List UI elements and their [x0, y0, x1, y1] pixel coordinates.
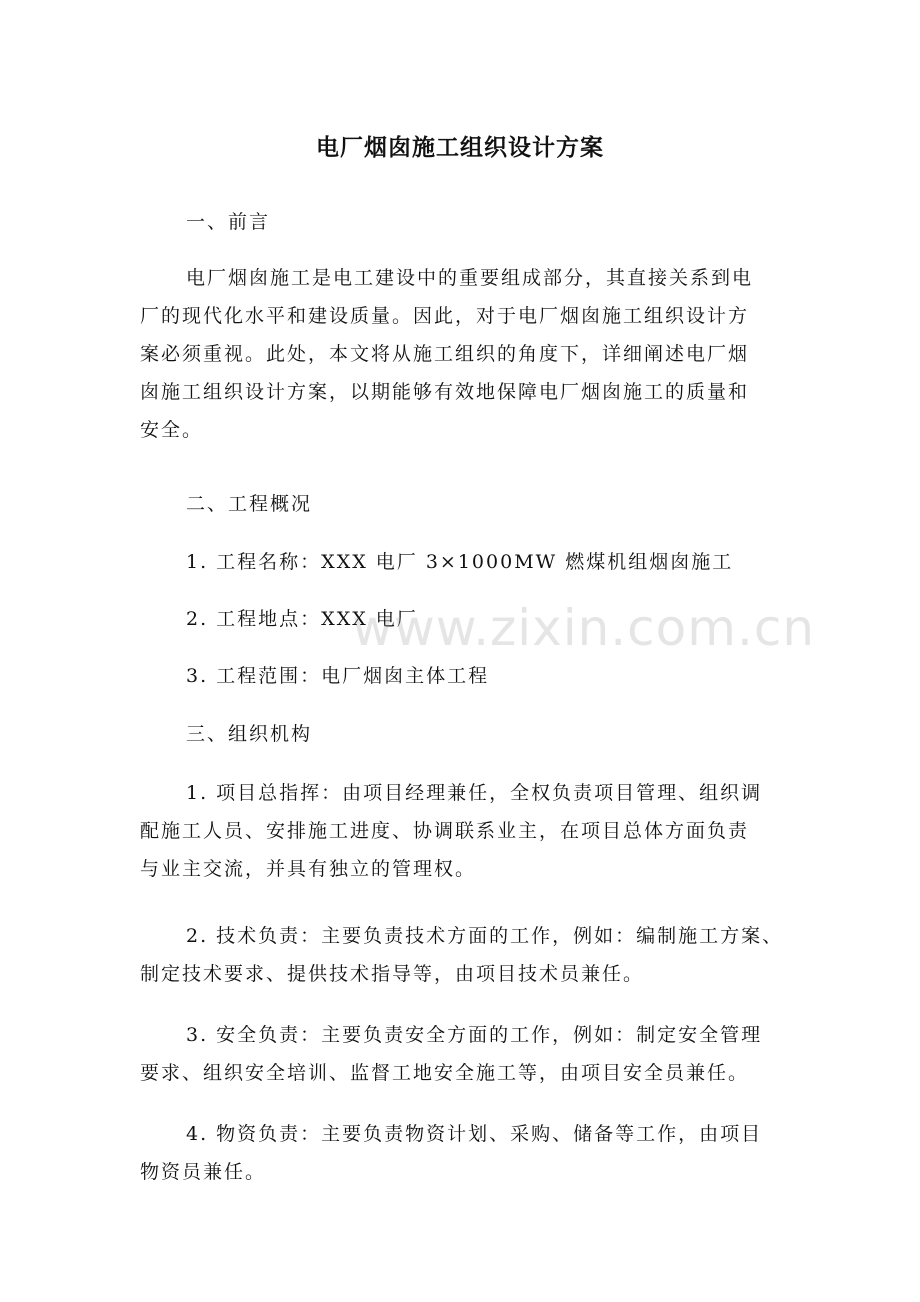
- paragraph-line: 3. 安全负责：主要负责安全方面的工作，例如：制定安全管理: [186, 1024, 763, 1046]
- watermark: www.zixin.com.cn: [352, 599, 816, 657]
- org-paragraph-technical: [140, 917, 783, 993]
- list-item-project-location: 2. 工程地点：XXX 电厂: [186, 608, 418, 630]
- paragraph-line: 1. 项目总指挥：由项目经理兼任，全权负责项目管理、组织调: [186, 782, 763, 804]
- org-paragraph-commander: [140, 774, 762, 888]
- section-heading-overview: 二、工程概况: [186, 493, 313, 515]
- document-title: 电厂烟囱施工组织设计方案: [316, 135, 604, 161]
- paragraph-line: 案必须重视。此处，本文将从施工组织的角度下，详细阐述电厂烟: [140, 343, 750, 365]
- paragraph-line: 制定技术要求、提供技术指导等，由项目技术员兼任。: [140, 963, 645, 985]
- list-item-project-name: 1. 工程名称：XXX 电厂 3×1000MW 燃煤机组烟囱施工: [186, 551, 734, 573]
- section-heading-preface: 一、前言: [186, 211, 271, 233]
- section-heading-organization: 三、组织机构: [186, 723, 313, 745]
- paragraph-line: 电厂烟囱施工是电工建设中的重要组成部分，其直接关系到电: [186, 267, 754, 289]
- paragraph-line: 安全。: [140, 419, 204, 441]
- paragraph-line: 要求、组织安全培训、监督工地安全施工等，由项目安全员兼任。: [140, 1062, 750, 1084]
- list-item-project-scope: 3. 工程范围：电厂烟囱主体工程: [186, 665, 490, 687]
- paragraph-line: 配施工人员、安排施工进度、协调联系业主，在项目总体方面负责: [140, 820, 750, 842]
- org-paragraph-materials: [140, 1115, 762, 1191]
- paragraph-line: 物资员兼任。: [140, 1161, 267, 1183]
- paragraph-line: 囱施工组织设计方案，以期能够有效地保障电厂烟囱施工的质量和: [140, 381, 750, 403]
- preface-paragraph: [140, 259, 753, 449]
- paragraph-line: 与业主交流，并具有独立的管理权。: [140, 858, 477, 880]
- org-paragraph-safety: [140, 1016, 762, 1092]
- paragraph-line: 2. 技术负责：主要负责技术方面的工作，例如：编制施工方案、: [186, 925, 784, 947]
- paragraph-line: 厂的现代化水平和建设质量。因此，对于电厂烟囱施工组织设计方: [140, 305, 750, 327]
- paragraph-line: 4. 物资负责：主要负责物资计划、采购、储备等工作，由项目: [186, 1123, 763, 1145]
